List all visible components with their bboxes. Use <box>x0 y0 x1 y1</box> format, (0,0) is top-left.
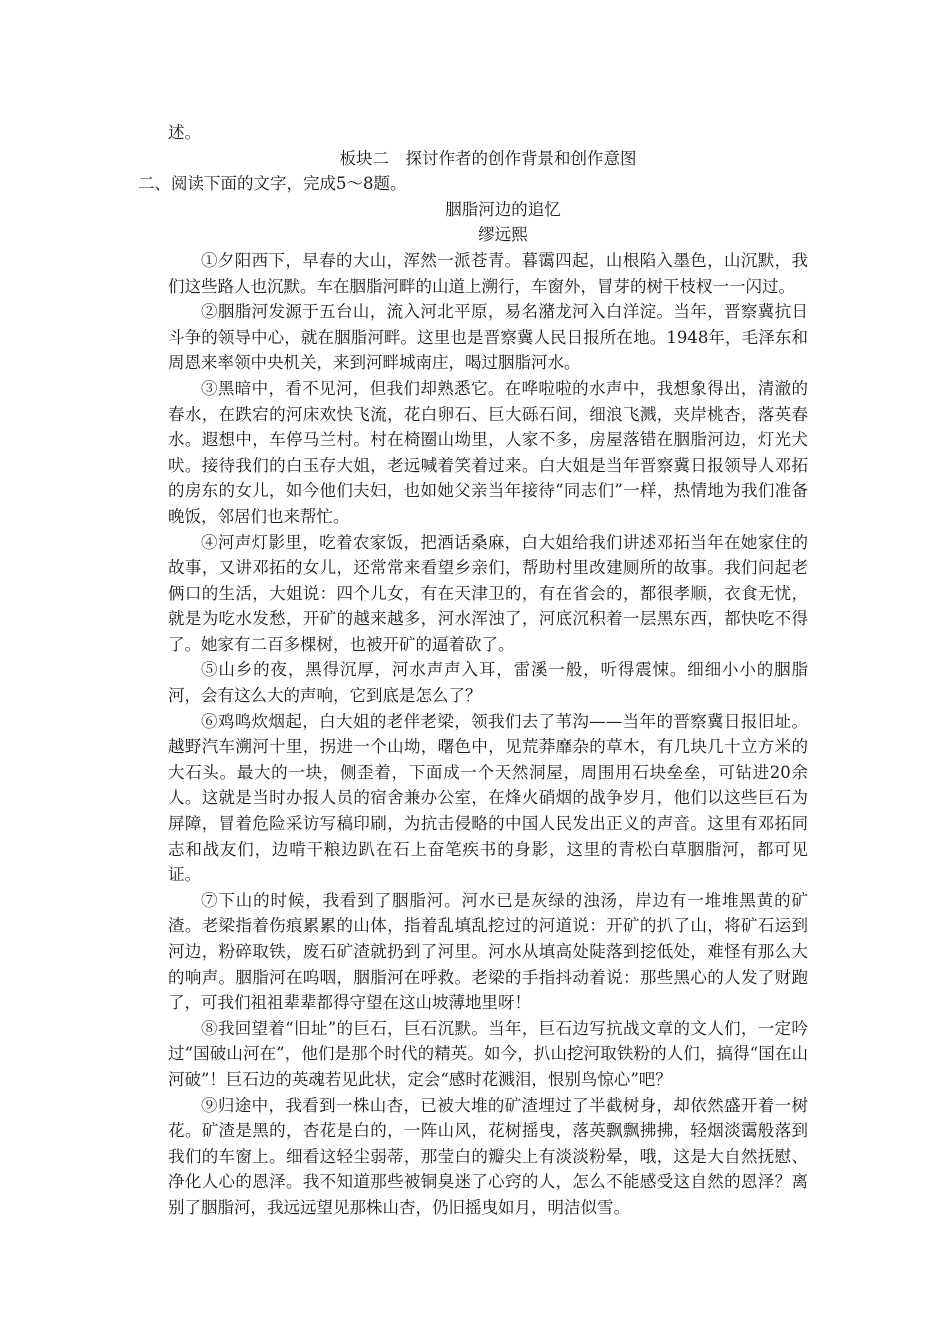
paragraph-2: ②胭脂河发源于五台山，流入河北平原，易名潴龙河入白洋淀。当年，晋察冀抗日斗争的领导中心，就在胭脂河畔。这里也是晋察冀人民日报所在地。1948年，毛泽东和周恩来率领中央机关，来到河畔城南庄，喝过胭脂河水。 <box>168 302 808 373</box>
paragraph-5: ⑤山乡的夜，黑得沉厚，河水声声入耳，雷溪一般，听得震悚。细细小小的胭脂河，会有这么大的声响，它到底是怎么了？ <box>168 660 808 706</box>
paragraph-7: ⑦下山的时候，我看到了胭脂河。河水已是灰绿的浊汤，岸边有一堆堆黑黄的矿渣。老梁指着伤痕累累的山体，指着乱填乱挖过的河道说：开矿的扒了山，将矿石运到河边，粉碎取铁，废石矿渣就扔到了河里。河水从填高处陡落到挖低处，难怪有那么大的响声。胭脂河在呜咽，胭脂河在呼救。老梁的手指抖动着说：那些黑心的人发了财跑了，可我们祖祖辈辈都得守望在这山坡薄地里呀！ <box>168 890 808 1013</box>
question-intro: 二、阅读下面的文字，完成5～8题。 <box>138 174 407 194</box>
article-title: 胭脂河边的追忆 <box>445 199 561 219</box>
document-content <box>138 120 808 1221</box>
paragraph-8: ⑧我回望着“旧址”的巨石，巨石沉默。当年，巨石边写抗战文章的文人们，一定吟过“国破山河在”，他们是那个时代的精英。如今，扒山挖河取铁粉的人们，搞得“国在山河破”！巨石边的英魂若见此状，定会“感时花溅泪，恨别鸟惊心”吧？ <box>168 1018 808 1089</box>
paragraph-9: ⑨归途中，我看到一株山杏，已被大堆的矿渣埋过了半截树身，却依然盛开着一树花。矿渣是黑的，杏花是白的，一阵山风，花树摇曳，落英飘飘拂拂，轻烟淡霭般落到我们的车窗上。细看这轻尘弱蒂，那莹白的瓣尖上有淡淡粉晕，哦，这是大自然抚慰、净化人心的恩泽。我不知道那些被铜臭迷了心窍的人，怎么不能感受这自然的恩泽？离别了胭脂河，我远远望见那株山杏，仍旧摇曳如月，明洁似雪。 <box>168 1095 808 1217</box>
paragraph-6: ⑥鸡鸣炊烟起，白大姐的老伴老梁，领我们去了苇沟——当年的晋察冀日报旧址。越野汽车溯河十里，拐进一个山坳，曙色中，见荒莽靡杂的草木，有几块几十立方米的大石头。最大的一块，侧歪着，下面成一个天然洞屋，周围用石块垒垒，可钻进20余人。这就是当时办报人员的宿舍兼办公室，在烽火硝烟的战争岁月，他们以这些巨石为屏障，冒着危险采访写稿印刷，为抗击侵略的中国人民发出正义的声音。这里有邓拓同志和战友们，边啃干粮边趴在石上奋笔疾书的身影，这里的青松白草胭脂河，都可见证。 <box>168 711 808 885</box>
section-heading: 板块二 探讨作者的创作背景和创作意图 <box>339 148 637 168</box>
paragraph-4: ④河声灯影里，吃着农家饭，把酒话桑麻，白大姐给我们讲述邓拓当年在她家住的故事，又讲邓拓的女儿，还常常来看望乡亲们，帮助村里改建厕所的故事。我们问起老俩口的生活，大姐说：四个儿女，有在天津卫的，有在省会的，都很孝顺，衣食无忧，就是为吃水发愁，开矿的越来越多，河水浑浊了，河底沉积着一层黑东西，都快吃不得了。她家有二百多棵树，也被开矿的逼着砍了。 <box>168 532 808 654</box>
paragraph-1: ①夕阳西下，早春的大山，浑然一派苍青。暮霭四起，山根陷入墨色，山沉默，我们这些路人也沉默。车在胭脂河畔的山道上溯行，车窗外，冒芽的树干枝杈一一闪过。 <box>168 250 808 296</box>
continuation-text: 述。 <box>168 123 201 142</box>
article-author: 缪远熙 <box>478 225 528 245</box>
paragraph-3: ③黑暗中，看不见河，但我们却熟悉它。在哗啦啦的水声中，我想象得出，清澈的春水，在跌宕的河床欢快飞流，花白卵石、巨大砾石间，细浪飞溅，夹岸桃杏，落英春水。遐想中，车停马兰村。村在椅圈山坳里，人家不多，房屋落错在胭脂河边，灯光犬吠。接待我们的白玉存大姐，老远喊着笑着过来。白大姐是当年晋察冀日报领导人邓拓的房东的女儿，如今他们夫妇，也如她父亲当年接待“同志们”一样，热情地为我们准备晚饭，邻居们也来帮忙。 <box>168 378 808 526</box>
